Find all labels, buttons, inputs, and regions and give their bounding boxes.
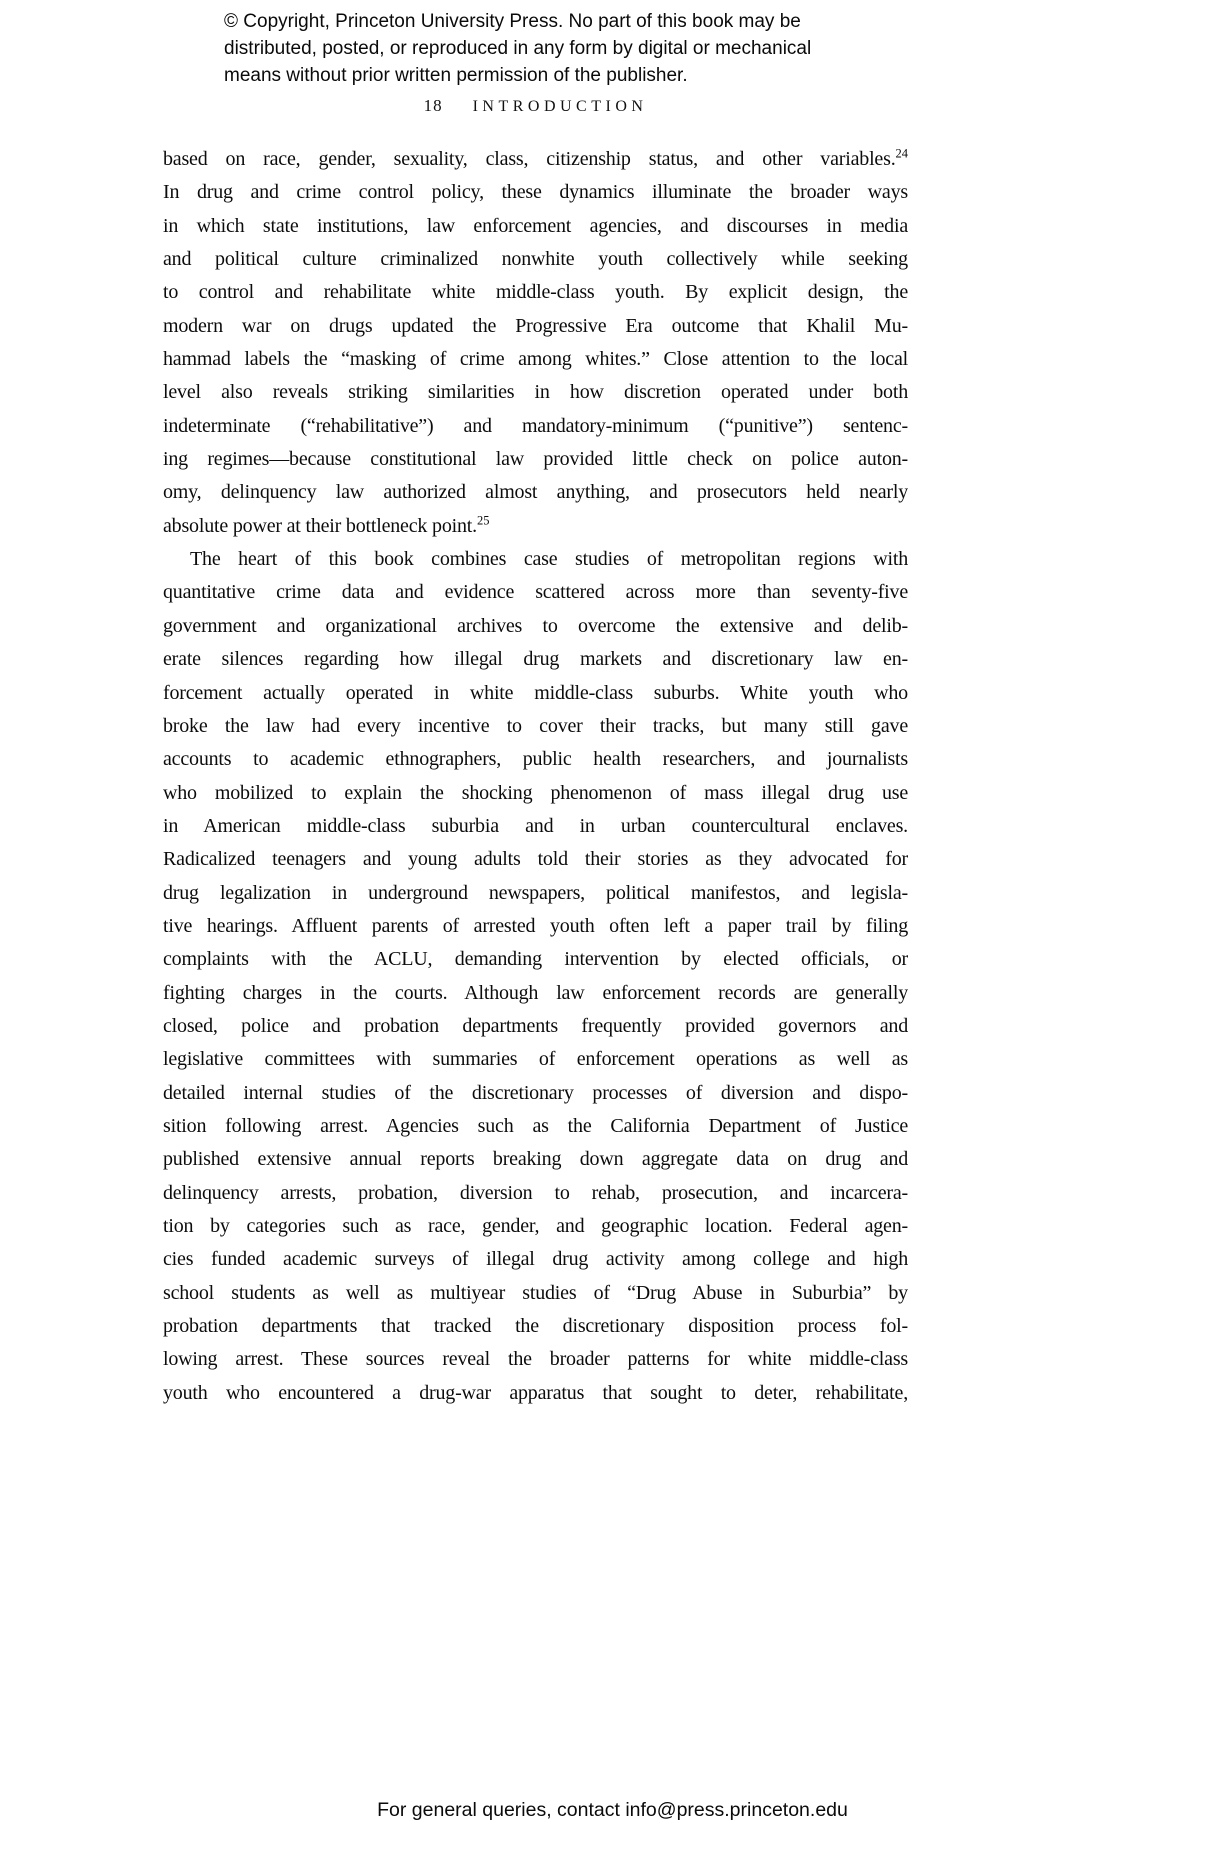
text-line: absolute power at their bottleneck point.$^{25}$ [163,513,490,537]
text-line: sition following arrest. Agencies such as the California Department of Justice [163,1114,908,1137]
footnote-reference: 25 [476,513,490,528]
footnote-reference: 24 [895,146,908,161]
copyright-line: distributed, posted, or reproduced in any form by digital or mechanical [224,38,812,59]
copyright-line: means without prior written permission of the publisher. [224,65,688,86]
text-line: detailed internal studies of the discretionary processes of diversion and dispo- [163,1081,908,1104]
text-line: forcement actually operated in white middle-class suburbs. White youth who [163,681,908,704]
text-line: omy, delinquency law authorized almost anything, and prosecutors held nearly [163,481,908,504]
running-head [163,96,908,116]
text-line: level also reveals striking similarities in how discretion operated under both [163,381,908,404]
text-line: modern war on drugs updated the Progressive Era outcome that Khalil Mu- [163,314,908,337]
text-line: in American middle-class suburbia and in urban countercultural enclaves. [163,814,908,837]
text-line: lowing arrest. These sources reveal the broader patterns for white middle-class [163,1348,908,1371]
footer-contact [0,1799,1225,1822]
text-line: and political culture criminalized nonwhite youth collectively while seeking [163,248,908,271]
text-line: The heart of this book combines case studies of metropolitan regions with [190,548,908,571]
text-line: based on race, gender, sexuality, class, citizenship status, and other variables.$^{24}$ [163,146,908,170]
text-line: who mobilized to explain the shocking phenomenon of mass illegal drug use [163,781,908,804]
text-line: youth who encountered a drug-war apparatus that sought to deter, rehabilitate, [163,1381,908,1404]
text-line: published extensive annual reports breaking down aggregate data on drug and [163,1148,908,1171]
body-text [163,143,908,1410]
text-line: hammad labels the “masking of crime among whites.” Close attention to the local [163,348,908,371]
text-line: In drug and crime control policy, these dynamics illuminate the broader ways [163,181,908,204]
text-line: delinquency arrests, probation, diversion to rehab, prosecution, and incarcera- [163,1181,908,1204]
page-number: 18 [423,96,443,115]
text-line: in which state institutions, law enforcement agencies, and discourses in media [163,214,908,237]
text-line: accounts to academic ethnographers, public health researchers, and journalists [163,748,908,771]
text-line: cies funded academic surveys of illegal drug activity among college and high [163,1248,908,1271]
text-line: erate silences regarding how illegal drug markets and discretionary law en- [163,648,908,671]
text-line: Radicalized teenagers and young adults told their stories as they advocated for [163,848,908,871]
text-line: school students as well as multiyear studies of “Drug Abuse in Suburbia” by [163,1281,908,1304]
text-line: to control and rehabilitate white middle-class youth. By explicit design, the [163,281,908,304]
chapter-title: INTRODUCTION [472,98,648,115]
text-line: probation departments that tracked the discretionary disposition process fol- [163,1315,908,1338]
text-line: tive hearings. Affluent parents of arrested youth often left a paper trail by filing [163,914,908,937]
text-line: ing regimes—because constitutional law provided little check on police auton- [163,448,908,471]
footer-text: For general queries, contact info@press.princeton.edu [377,1799,848,1821]
text-line: complaints with the ACLU, demanding intervention by elected officials, or [163,948,908,971]
text-line: legislative committees with summaries of enforcement operations as well as [163,1048,908,1071]
text-line: government and organizational archives to overcome the extensive and delib- [163,614,908,637]
text-line: broke the law had every incentive to cover their tracks, but many still gave [163,714,908,737]
text-line: quantitative crime data and evidence scattered across more than seventy-five [163,581,908,604]
text-line: indeterminate (“rehabilitative”) and mandatory-minimum (“punitive”) sentenc- [163,414,908,437]
copyright-line: © Copyright, Princeton University Press. No part of this book may be [224,11,801,32]
text-line: tion by categories such as race, gender, and geographic location. Federal agen- [163,1215,908,1237]
text-line: fighting charges in the courts. Although law enforcement records are generally [163,981,908,1004]
text-line: closed, police and probation departments frequently provided governors and [163,1014,908,1037]
text-line: drug legalization in underground newspapers, political manifestos, and legisla- [163,881,908,904]
copyright-notice [224,8,844,89]
